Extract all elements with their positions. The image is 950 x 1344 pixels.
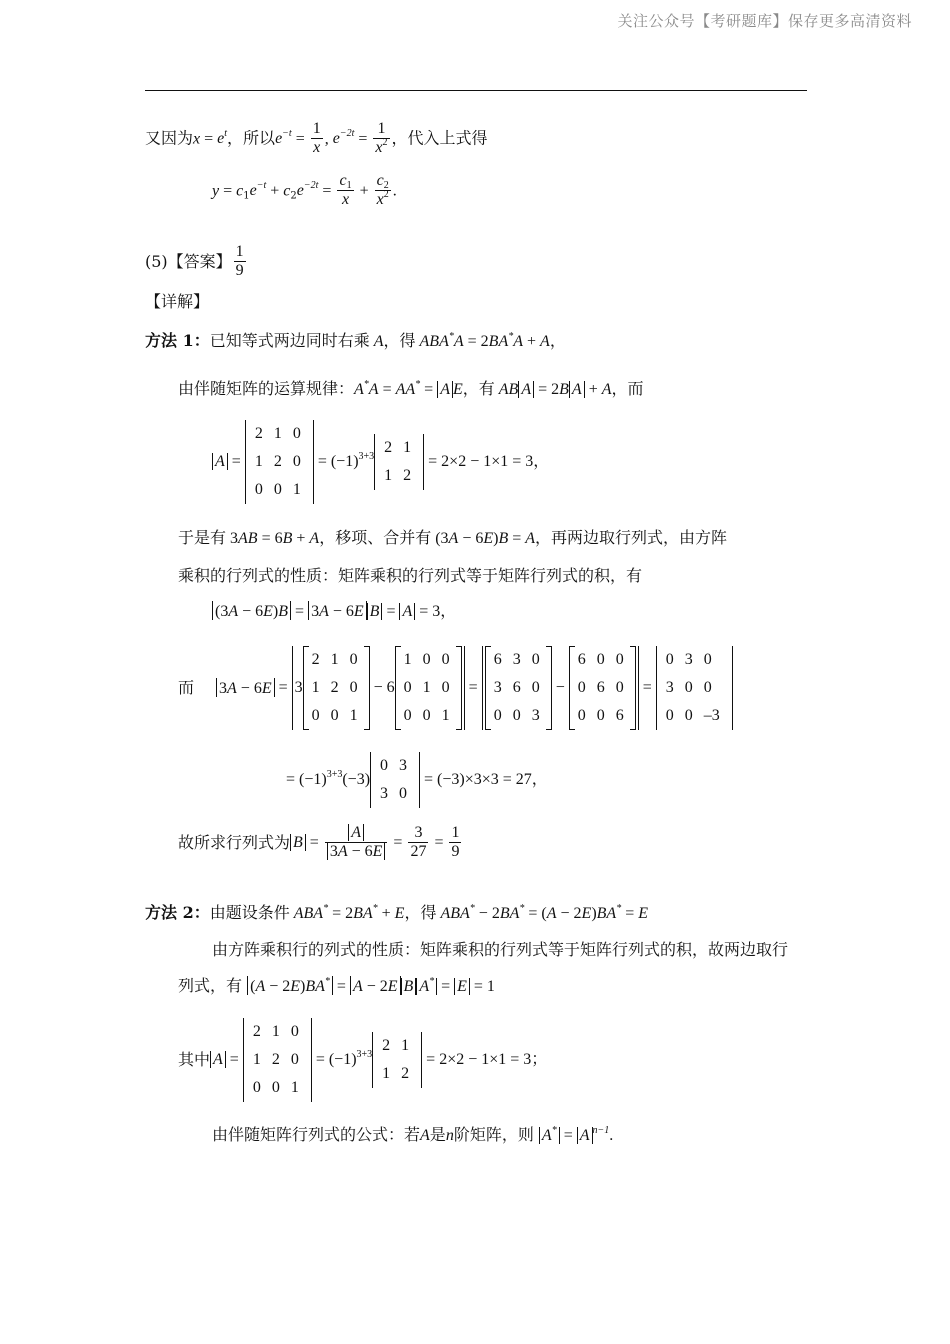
det-outer-2: 6 3 0 3 6 0 0 0 3 − 6 0 0 0 6 0 0 0 6 bbox=[482, 646, 639, 730]
matrix-row bbox=[308, 646, 365, 674]
matrix-row bbox=[251, 420, 308, 448]
matrix-cell: 1 bbox=[384, 467, 393, 484]
matrix-row bbox=[308, 702, 365, 730]
matrix-cell: 0 bbox=[422, 707, 431, 724]
y-formula: $y = c_1e^{-t} + c_2e^{-2t}$ = $\frac{c_1}{x}$ + $\frac{c_2}{x^2}$ . bbox=[212, 172, 397, 209]
matrix-cell: 6 bbox=[512, 679, 521, 696]
matrix-row bbox=[574, 646, 631, 674]
matrix-cell: 1 bbox=[292, 481, 301, 498]
matrix-6E bbox=[569, 646, 636, 730]
matrix-cell: 0 bbox=[380, 757, 389, 774]
matrix-cell: 2 bbox=[384, 439, 393, 456]
answer-label: (5)【答案】 bbox=[145, 251, 232, 271]
matrix-cell: 0 bbox=[273, 481, 282, 498]
matrix-row bbox=[662, 646, 727, 674]
matrix-row bbox=[376, 780, 414, 808]
method1-text: 已知等式两边同时右乘 bbox=[209, 331, 370, 350]
header-rule bbox=[145, 90, 807, 91]
matrix-cell: 6 bbox=[596, 679, 605, 696]
answer-num: 1 bbox=[234, 243, 246, 262]
watermark: 关注公众号【考研题库】保存更多高清资料 bbox=[617, 12, 912, 30]
matrix-cell: 0 bbox=[254, 481, 263, 498]
matrix-cell: 6 bbox=[493, 651, 502, 668]
matrix-cell: 2 bbox=[252, 1023, 261, 1040]
matrix-row bbox=[574, 702, 631, 730]
matrix-cell: 0 bbox=[290, 1023, 299, 1040]
matrix-cell: 2 bbox=[271, 1051, 280, 1068]
matrix-row bbox=[490, 646, 547, 674]
matrix-row bbox=[249, 1074, 306, 1102]
det-minor-2 bbox=[372, 1032, 422, 1088]
matrix-cell: 0 bbox=[403, 679, 412, 696]
matrix-row bbox=[378, 1032, 416, 1060]
er-text: 而 bbox=[178, 678, 195, 697]
matrix-cell: 0 bbox=[441, 651, 450, 668]
matrix-row bbox=[249, 1018, 306, 1046]
matrix-row bbox=[249, 1046, 306, 1074]
matrix-cell: 6 bbox=[577, 651, 586, 668]
matrix-cell: 1 bbox=[252, 1051, 261, 1068]
matrix-cell: 0 bbox=[441, 679, 450, 696]
matrix-row bbox=[400, 702, 457, 730]
matrix-cell: 6 bbox=[615, 707, 624, 724]
matrix-cell: –3 bbox=[703, 707, 720, 724]
detail-label: 【详解】 bbox=[145, 292, 210, 311]
matrix-cell: 0 bbox=[290, 1051, 299, 1068]
matrix-row bbox=[376, 752, 414, 780]
method2-detA: 其中 A = 2 1 0 1 2 0 0 0 1 = $(-1)^{3+3}$ 2 1 1 2 = 2×2 − 1×1 = 3； bbox=[178, 1018, 547, 1102]
matrix-cell: 1 bbox=[273, 425, 282, 442]
matrix-cell: 1 bbox=[403, 439, 412, 456]
matrix-cell: 0 bbox=[252, 1079, 261, 1096]
method1-line6: (3A − 6E)B = 3A − 6E B = A = 3， bbox=[212, 603, 456, 620]
final-text: 故所求行列式为 bbox=[178, 832, 291, 852]
det-A-2 bbox=[243, 1018, 312, 1102]
matrix-cell: 2 bbox=[311, 651, 320, 668]
matrix-cell: 0 bbox=[684, 679, 693, 696]
det-minor bbox=[374, 434, 424, 490]
method2-line3: 列式，有 (A − 2E)BA* = A − 2E B A* = E = 1 bbox=[178, 976, 495, 995]
matrix-cell: 0 bbox=[292, 453, 301, 470]
matrix-cell: 0 bbox=[349, 679, 358, 696]
matrix-cell: 2 bbox=[382, 1037, 391, 1054]
matrix-cell: 3 bbox=[493, 679, 502, 696]
matrix-A bbox=[303, 646, 370, 730]
matrix-row bbox=[251, 476, 308, 504]
matrix-row bbox=[400, 674, 457, 702]
matrix-cell: 1 bbox=[330, 651, 339, 668]
matrix-cell: 0 bbox=[493, 707, 502, 724]
matrix-cell: 3 bbox=[665, 679, 674, 696]
matrix-row bbox=[308, 674, 365, 702]
adj-rule-end: ，而 bbox=[611, 379, 644, 398]
method1-matrix-line: 而 3A − 6E = 3 2 1 0 1 2 0 0 0 1 − 6 1 0 0 0 1 0 0 0 1 = 6 3 0 3 6 0 0 0 3 − 6 0 0 0 6 0 0 0 6 = 0 3 0 3 0 0 0 0 –3 bbox=[178, 646, 733, 730]
answer-5 bbox=[145, 243, 248, 281]
adj-rule-mid: ，有 bbox=[462, 379, 495, 398]
method2-line1: 方法 2：由题设条件 ABA* = 2BA* + E，得 ABA* − 2BA* = (A − 2E)BA* = E bbox=[145, 903, 649, 922]
method1-final: 故所求行列式为 B = $\frac{A}{3A - 6E}$ = $\frac{3}{27}$ = $\frac{1}{9}$ bbox=[178, 824, 460, 861]
l4c: ，再两边取行列式，由方阵 bbox=[535, 528, 728, 547]
matrix-cell: 3 bbox=[399, 757, 408, 774]
matrix-cell: 0 bbox=[577, 679, 586, 696]
matrix-cell: 0 bbox=[403, 707, 412, 724]
matrix-cell: 0 bbox=[330, 707, 339, 724]
matrix-cell: 1 bbox=[290, 1079, 299, 1096]
method1-cofactor-line: = $(-1)^{3+3}(-3)$ 0 3 3 0 = (−3)×3×3 = 27， bbox=[286, 752, 548, 808]
m2-mid: ，得 bbox=[404, 903, 437, 922]
matrix-cell: 0 bbox=[422, 651, 431, 668]
matrix-cell: 1 bbox=[349, 707, 358, 724]
matrix-row bbox=[662, 674, 727, 702]
matrix-cell: 0 bbox=[703, 679, 712, 696]
method2-line2: 由方阵乘积行的列式的性质：矩阵乘积的行列式等于矩阵行列式的积，故两边取行 bbox=[212, 940, 789, 959]
matrix-cell: 3 bbox=[684, 651, 693, 668]
matrix-cell: 1 bbox=[382, 1065, 391, 1082]
matrix-cell: 3 bbox=[380, 785, 389, 802]
method1-line4: 于是有 3AB = 6B + A，移项、合并有 (3A − 6E)B = A，再两边取行列式，由方阵 bbox=[178, 528, 728, 547]
intro-text-3: ，代入上式得 bbox=[391, 128, 488, 148]
matrix-cell: 2 bbox=[403, 467, 412, 484]
matrix-cell: 2 bbox=[330, 679, 339, 696]
matrix-cell: 0 bbox=[596, 707, 605, 724]
method2-last: 由伴随矩阵行列式的公式：若A是n阶矩阵，则 A* = A $^{n-1}$. bbox=[212, 1125, 614, 1144]
detA-line: A = 2 1 0 1 2 0 0 0 1 = $(-1)^{3+3}$ 2 1 1 2 = 2×2 − 1×1 = 3， bbox=[212, 420, 549, 504]
matrix-3A bbox=[485, 646, 552, 730]
matrix-cell: 0 bbox=[531, 679, 540, 696]
matrix-cell: 0 bbox=[512, 707, 521, 724]
matrix-row bbox=[251, 448, 308, 476]
method1-line1: 方法 1：已知等式两边同时右乘 A，得 ABA*A = 2BA*A + A， bbox=[145, 331, 566, 350]
matrix-cell: 0 bbox=[615, 679, 624, 696]
answer-den: 9 bbox=[235, 262, 244, 280]
method2-title: 方法 2： bbox=[145, 903, 210, 922]
l4a: 于是有 bbox=[178, 528, 227, 547]
matrix-cell: 0 bbox=[271, 1079, 280, 1096]
matrix-cell: 0 bbox=[684, 707, 693, 724]
m2-text: 由题设条件 bbox=[209, 903, 290, 922]
intro-text-1: 又因为 bbox=[145, 128, 194, 148]
matrix-cell: 1 bbox=[401, 1037, 410, 1054]
qizhong: 其中 bbox=[178, 1050, 211, 1069]
matrix-cell: 3 bbox=[531, 707, 540, 724]
matrix-row bbox=[380, 434, 418, 462]
matrix-cell: 1 bbox=[254, 453, 263, 470]
m2-l3: 列式，有 bbox=[178, 976, 243, 995]
last-b: 是 bbox=[429, 1125, 446, 1144]
matrix-cell: 2 bbox=[273, 453, 282, 470]
matrix-cell: 2 bbox=[254, 425, 263, 442]
matrix-cell: 0 bbox=[292, 425, 301, 442]
matrix-cell: 0 bbox=[311, 707, 320, 724]
matrix-cell: 1 bbox=[403, 651, 412, 668]
matrix-I bbox=[395, 646, 462, 730]
adj-rule-text: 由伴随矩阵的运算规律： bbox=[178, 379, 355, 398]
matrix-cell: 0 bbox=[665, 651, 674, 668]
matrix-cell: 0 bbox=[399, 785, 408, 802]
matrix-cell: 1 bbox=[422, 679, 431, 696]
matrix-row bbox=[380, 462, 418, 490]
last-c: 阶矩阵，则 bbox=[453, 1125, 534, 1144]
intro-line: 又因为$x = e^t$，所以$e^{-t}$ = $\frac{1}{x}$ , $e^{-2t}$ = $\frac{1}{x^2}$ ，代入上式得 bbox=[145, 120, 488, 157]
method1-mid: ，得 bbox=[383, 331, 416, 350]
matrix-cell: 0 bbox=[596, 651, 605, 668]
matrix-row bbox=[490, 702, 547, 730]
matrix-cell: 1 bbox=[311, 679, 320, 696]
det-outer-1: 3 2 1 0 1 2 0 0 0 1 − 6 1 0 0 0 1 0 0 0 1 bbox=[292, 646, 465, 730]
det-diff bbox=[656, 646, 733, 730]
matrix-cell: 0 bbox=[577, 707, 586, 724]
matrix-cell: 0 bbox=[349, 651, 358, 668]
matrix-row bbox=[574, 674, 631, 702]
det-minor2 bbox=[370, 752, 420, 808]
last-a: 由伴随矩阵行列式的公式：若 bbox=[212, 1125, 421, 1144]
method1-line5: 乘积的行列式的性质：矩阵乘积的行列式等于矩阵行列式的积，有 bbox=[178, 566, 643, 585]
det-A bbox=[245, 420, 314, 504]
matrix-cell: 1 bbox=[441, 707, 450, 724]
matrix-cell: 0 bbox=[531, 651, 540, 668]
matrix-cell: 3 bbox=[512, 651, 521, 668]
matrix-cell: 0 bbox=[615, 651, 624, 668]
matrix-row bbox=[662, 702, 727, 730]
matrix-row bbox=[378, 1060, 416, 1088]
matrix-cell: 2 bbox=[401, 1065, 410, 1082]
l4b: ，移项、合并有 bbox=[319, 528, 432, 547]
matrix-row bbox=[400, 646, 457, 674]
matrix-cell: 0 bbox=[665, 707, 674, 724]
matrix-row bbox=[490, 674, 547, 702]
intro-text-2: ，所以 bbox=[227, 128, 276, 148]
matrix-cell: 0 bbox=[703, 651, 712, 668]
method1-line2: 由伴随矩阵的运算规律：A*A = AA* = A E，有 AB A = 2B A + A，而 bbox=[178, 379, 644, 398]
matrix-cell: 1 bbox=[271, 1023, 280, 1040]
method1-title: 方法 1： bbox=[145, 331, 210, 350]
